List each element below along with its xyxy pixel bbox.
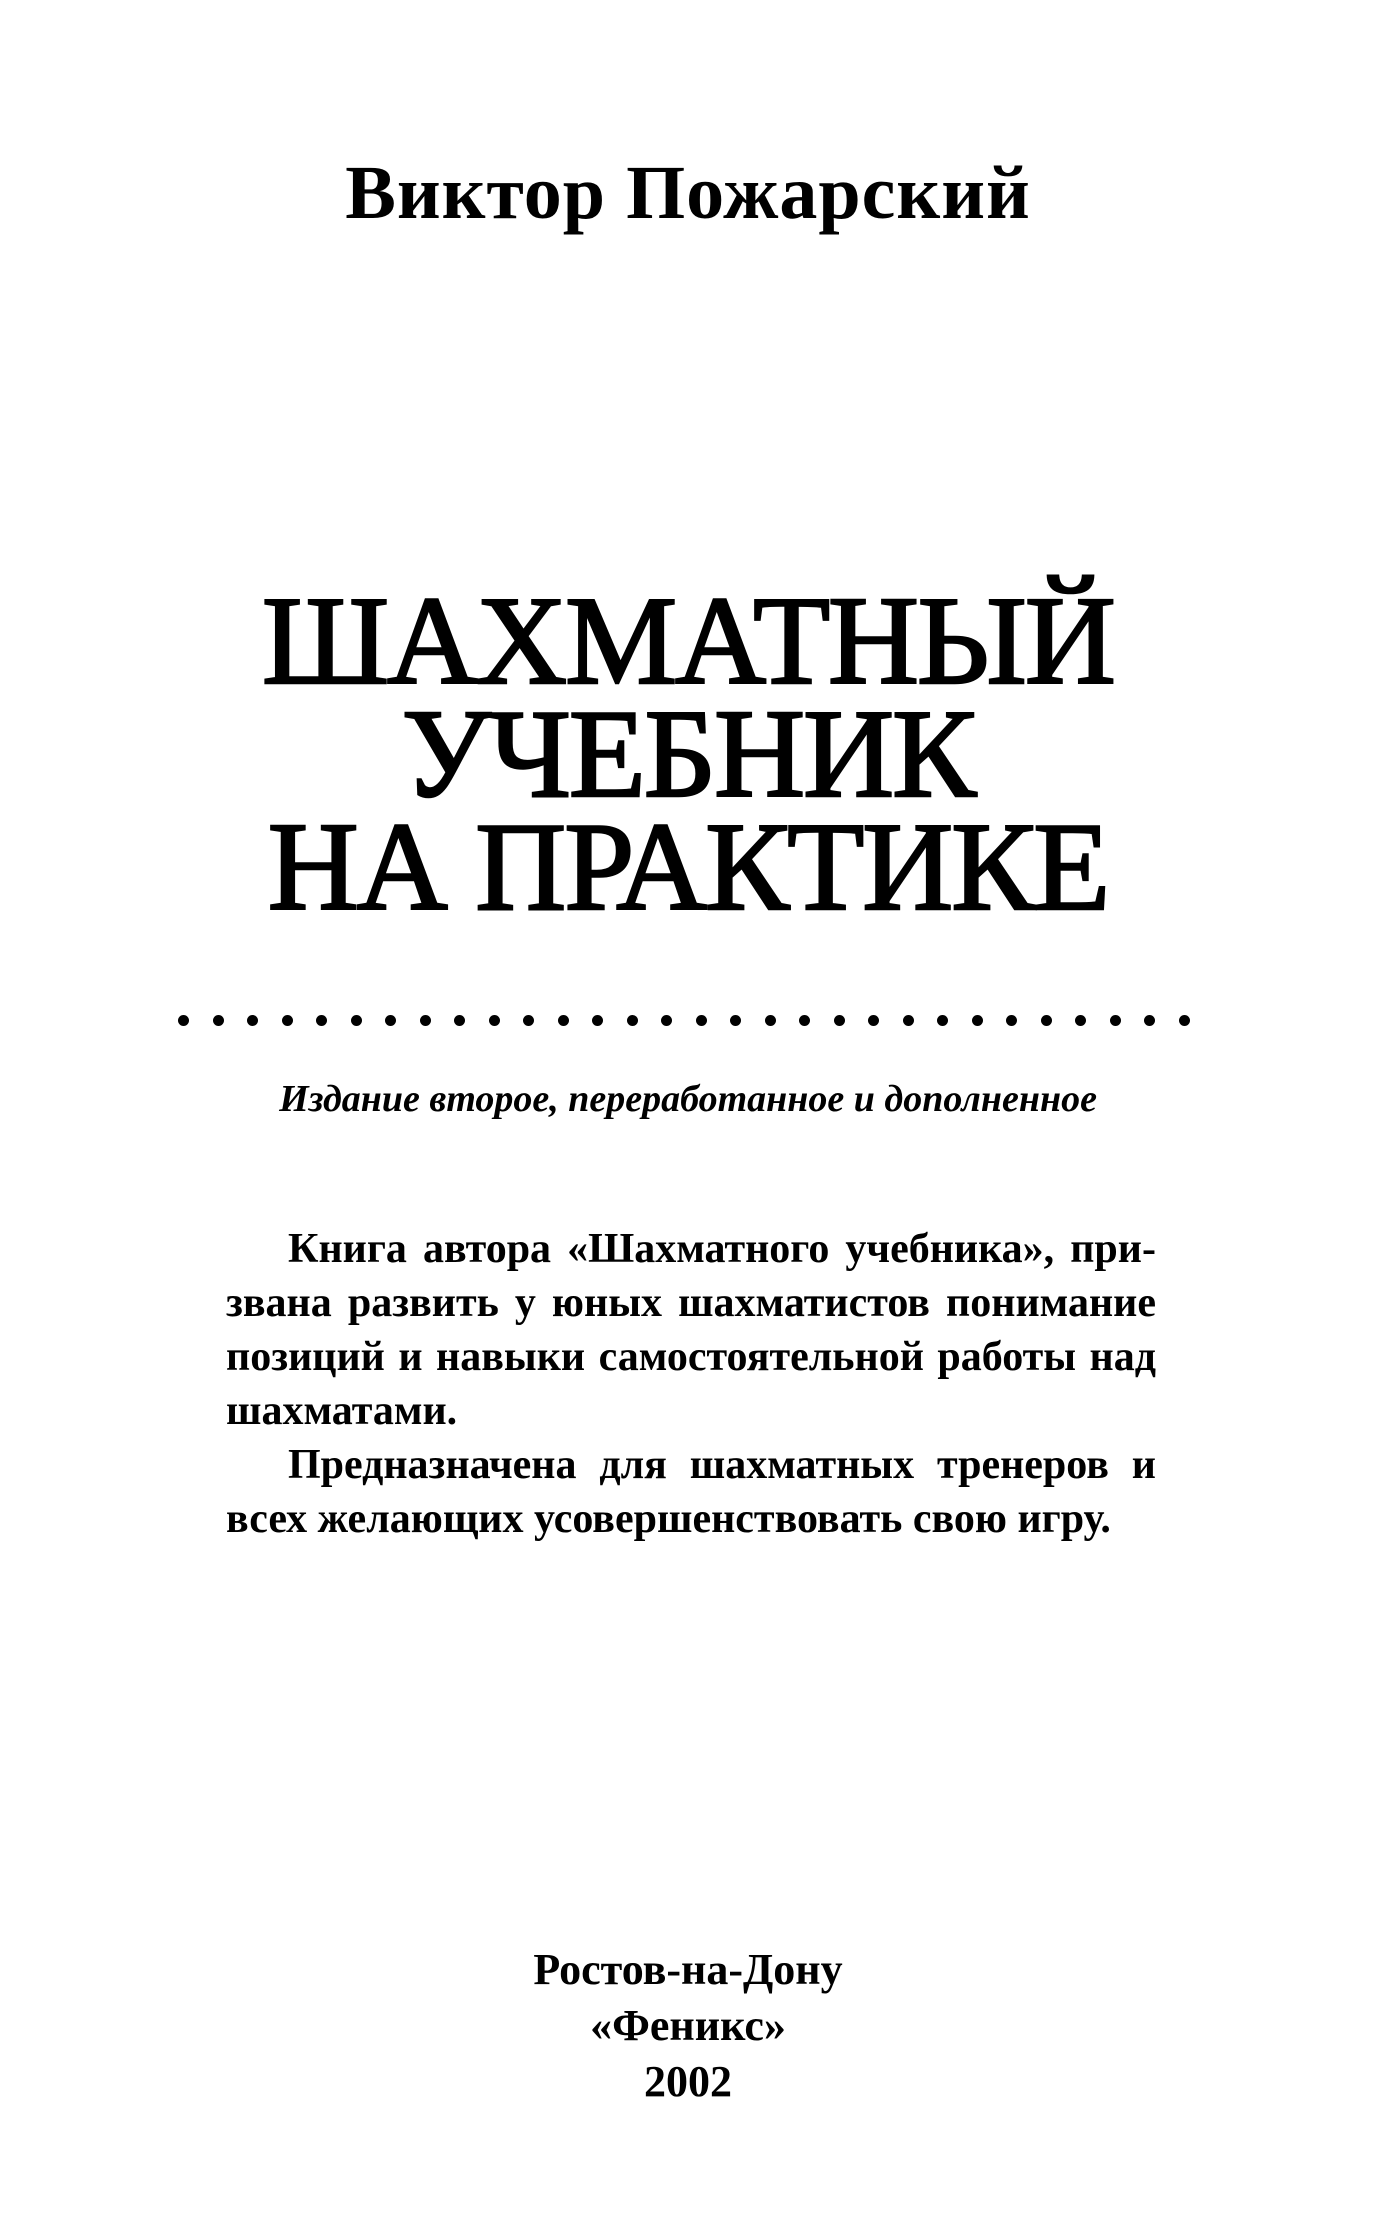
divider-dot: [489, 1015, 500, 1026]
imprint-year: 2002: [644, 2057, 732, 2106]
annotation-paragraph-2: Предназначена для шахматных тренеров и всех желающих усовершенствовать свою игру.: [226, 1442, 1156, 1542]
divider-dot: [213, 1015, 224, 1026]
divider-dot: [903, 1015, 914, 1026]
dotted-divider: [178, 1010, 1190, 1030]
divider-dot: [454, 1015, 465, 1026]
divider-dot: [696, 1015, 707, 1026]
imprint: [0, 1942, 1376, 2110]
divider-dot: [627, 1015, 638, 1026]
divider-dot: [661, 1015, 672, 1026]
divider-dot: [247, 1015, 258, 1026]
annotation-paragraph-1: Книга автора «Шахматного учебника», призвана развить у юных шахматистов понимание позиций и навыки самостоятельной работы над шахматами.: [226, 1226, 1156, 1434]
divider-dot: [1110, 1015, 1121, 1026]
edition-note: Издание второе, переработанное и дополненное: [279, 1078, 1097, 1120]
divider-dot: [1006, 1015, 1017, 1026]
divider-dot: [558, 1015, 569, 1026]
divider-dot: [178, 1015, 189, 1026]
title-line-2: УЧЕБНИК: [401, 685, 975, 824]
imprint-city: Ростов-на-Дону: [533, 1945, 843, 1994]
divider-dot: [868, 1015, 879, 1026]
divider-dot: [730, 1015, 741, 1026]
divider-dot: [1075, 1015, 1086, 1026]
divider-dot: [834, 1015, 845, 1026]
divider-dot: [420, 1015, 431, 1026]
divider-dot: [592, 1015, 603, 1026]
divider-dot: [972, 1015, 983, 1026]
divider-dot: [351, 1015, 362, 1026]
book-title: [0, 572, 1376, 937]
divider-dot: [937, 1015, 948, 1026]
annotation: [226, 1222, 1156, 1546]
divider-dot: [1179, 1015, 1190, 1026]
divider-dot: [1144, 1015, 1155, 1026]
divider-dot: [799, 1015, 810, 1026]
title-line-3: НА ПРАКТИКЕ: [267, 798, 1109, 937]
divider-dot: [385, 1015, 396, 1026]
title-line-1: ШАХМАТНЫЙ: [262, 572, 1114, 711]
divider-dot: [316, 1015, 327, 1026]
divider-dot: [1041, 1015, 1052, 1026]
divider-dot: [282, 1015, 293, 1026]
divider-dot: [523, 1015, 534, 1026]
author-name: Виктор Пожарский: [345, 151, 1031, 235]
imprint-publisher: «Феникс»: [590, 2001, 786, 2050]
divider-dot: [765, 1015, 776, 1026]
